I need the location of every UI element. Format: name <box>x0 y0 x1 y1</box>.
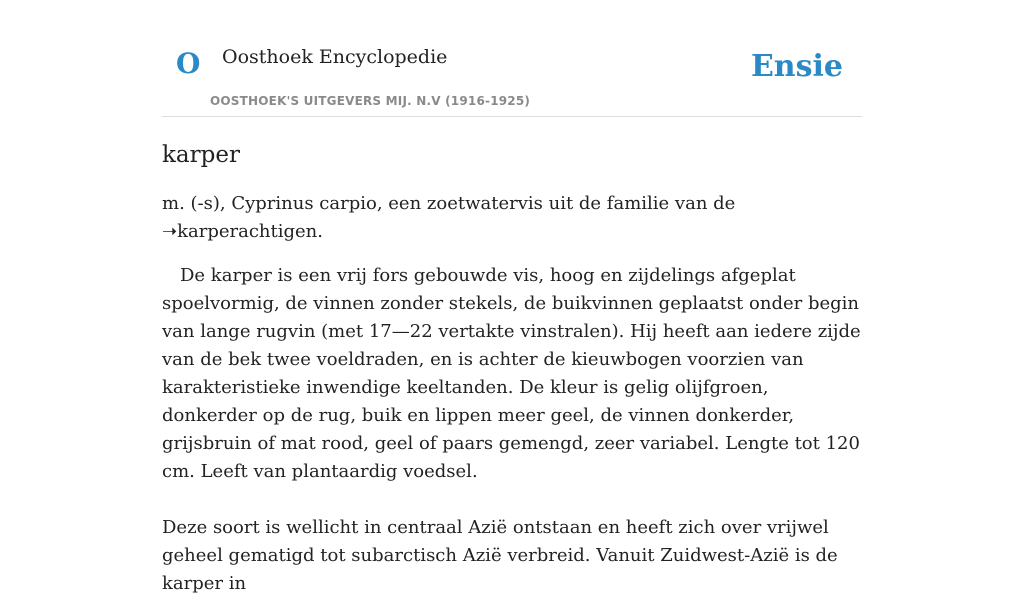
article-body <box>162 140 862 614</box>
source-logo[interactable]: O <box>176 47 201 80</box>
source-subtitle: OOSTHOEK'S UITGEVERS MIJ. N.V (1916-1925) <box>210 94 531 108</box>
definition-line <box>162 190 862 246</box>
definition-text: m. (-s), Cyprinus carpio, een zoetwatervis uit de familie van de <box>162 193 736 214</box>
definition-suffix: . <box>317 221 324 242</box>
brand-logo[interactable]: Ensie <box>750 49 843 84</box>
article-headword: karper <box>162 142 240 168</box>
source-title[interactable]: Oosthoek Encyclopedie <box>222 46 448 68</box>
source-header <box>162 0 862 117</box>
article-paragraph-1: De karper is een vrij fors gebouwde vis, hoog en zijdelings afgeplat spoelvormig, de vinnen zonder stekels, de buikvinnen geplaatst onder begin van lange rugvin (met 17—22 vertakte vinstralen). Hij heeft aan iedere zijde van de bek twee voeldraden, en is achter de kieuwbogen voorzien van karakteristieke inwendige keeltanden. De kleur is gelig olijfgroen, donkerder op de rug, buik en lippen meer geel, de vinnen donkerder, grijsbruin of mat rood, geel of paars gemengd, zeer variabel. Lengte tot 120 cm. Leeft van plantaardig voedsel. <box>162 265 861 482</box>
cross-reference-link[interactable]: ➝karperachtigen <box>162 221 318 242</box>
article-paragraph-2: Deze soort is wellicht in centraal Azië ontstaan en heeft zich over vrijwel geheel gematigd tot subarctisch Azië verbreid. Vanuit Zuidwest-Azië is de karper in <box>162 517 838 594</box>
